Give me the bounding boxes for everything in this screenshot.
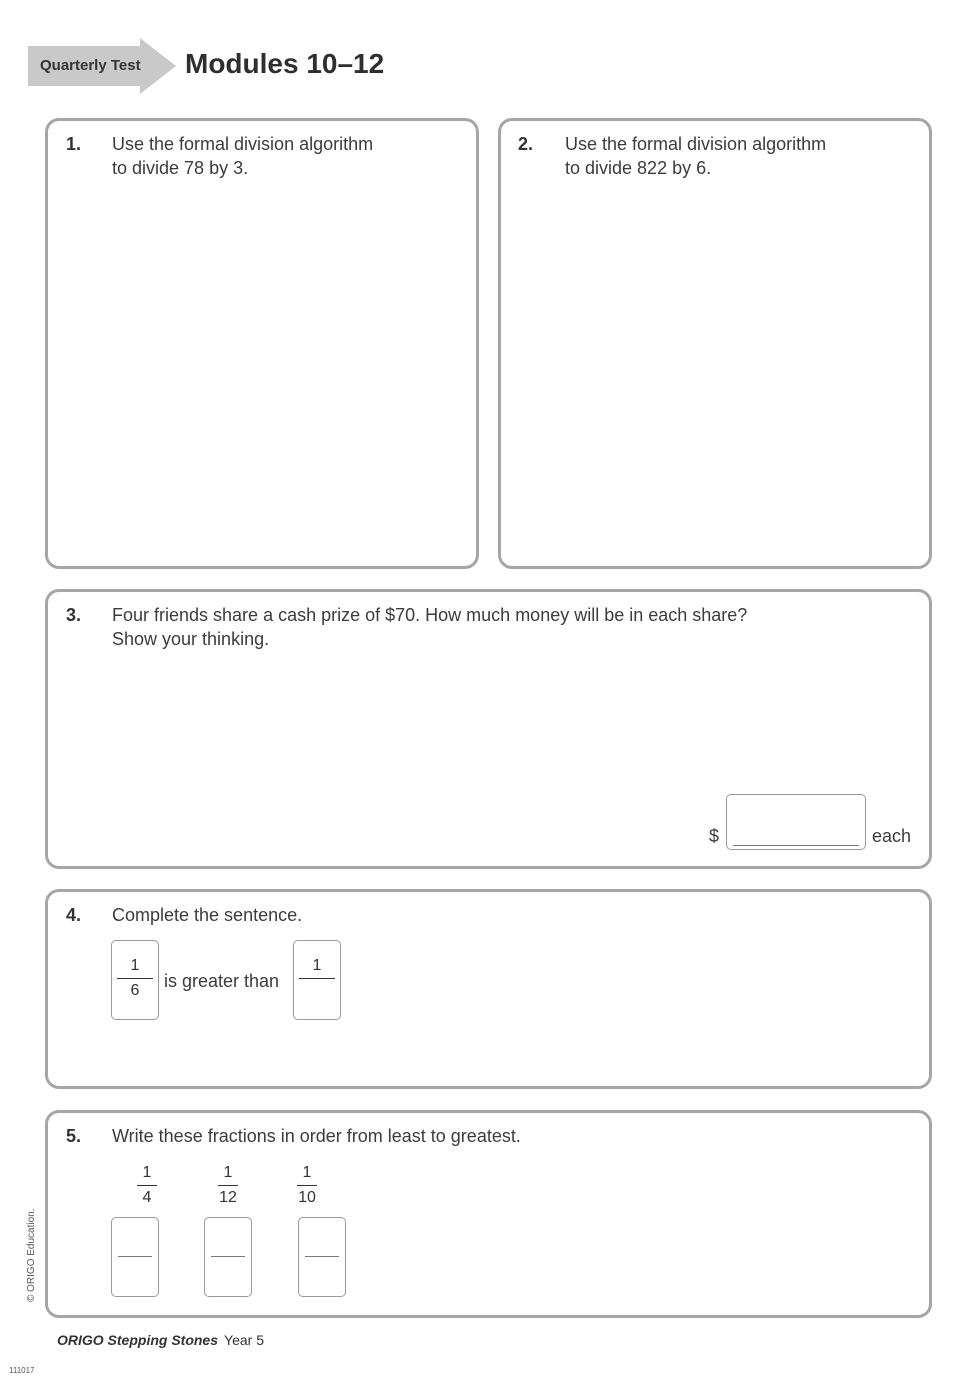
question-5-prompt: Write these fractions in order from least to greatest. — [112, 1126, 521, 1146]
question-3-answer-line — [733, 845, 859, 846]
footer-brand-name: ORIGO Stepping Stones — [57, 1332, 219, 1348]
question-1-text-line1: Use the formal division algorithm — [112, 134, 374, 154]
question-5-fraction-2-denominator: 12 — [219, 1189, 237, 1206]
question-5-answer-card-1[interactable] — [111, 1217, 159, 1297]
question-3-currency-symbol: $ — [709, 826, 720, 846]
question-4-right-denominator-blank[interactable] — [294, 982, 340, 1000]
question-5-answer-card-3-line — [305, 1256, 339, 1257]
question-2-box[interactable] — [498, 118, 932, 569]
question-4-right-numerator: 1 — [312, 957, 322, 974]
question-2-text-line2: to divide 822 by 6. — [565, 158, 712, 178]
question-5-fraction-2 — [213, 1164, 243, 1207]
question-4-left-numerator: 1 — [130, 957, 140, 974]
question-5-fraction-1-numerator: 1 — [142, 1164, 152, 1181]
question-3-answer-box[interactable] — [726, 794, 866, 850]
question-3-text-line2: Show your thinking. — [112, 629, 270, 649]
question-1-number: 1. — [66, 134, 82, 154]
question-5-answer-card-3[interactable] — [298, 1217, 346, 1297]
question-4-connector-text: is greater than — [164, 971, 280, 991]
question-5-answer-card-1-line — [118, 1256, 152, 1257]
question-5-fraction-1 — [134, 1164, 160, 1207]
question-4-number: 4. — [66, 905, 82, 925]
footer-year: Year 5 — [224, 1332, 264, 1348]
question-2-text-line1: Use the formal division algorithm — [565, 134, 827, 154]
question-5-answer-card-2-line — [211, 1256, 245, 1257]
header-tag-label: Quarterly Test — [40, 57, 141, 74]
question-4-left-denominator: 6 — [130, 982, 140, 999]
question-4-fraction-card-right[interactable] — [293, 940, 341, 1020]
footer-brand — [57, 1332, 264, 1348]
document-code: 111017 — [9, 1366, 35, 1375]
question-5-number: 5. — [66, 1126, 82, 1146]
question-2-number: 2. — [518, 134, 534, 154]
question-5-fraction-1-denominator: 4 — [142, 1189, 152, 1206]
question-4-prompt: Complete the sentence. — [112, 905, 303, 925]
page-title: Modules 10–12 — [185, 48, 385, 79]
question-5-fraction-3-denominator: 10 — [298, 1189, 316, 1206]
question-3-unit-label: each — [872, 826, 912, 846]
question-5-fraction-2-numerator: 1 — [223, 1164, 233, 1181]
question-1-box[interactable] — [45, 118, 479, 569]
question-3-number: 3. — [66, 605, 82, 625]
copyright-notice: © ORIGO Education. — [26, 1208, 37, 1302]
question-1-text-line2: to divide 78 by 3. — [112, 158, 249, 178]
question-4-fraction-card-left — [111, 940, 159, 1020]
question-5-fraction-3-numerator: 1 — [302, 1164, 312, 1181]
question-3-text-line1: Four friends share a cash prize of $70. How much money will be in each share? — [112, 605, 748, 625]
question-5-fraction-3 — [292, 1164, 322, 1207]
question-5-answer-card-2[interactable] — [204, 1217, 252, 1297]
